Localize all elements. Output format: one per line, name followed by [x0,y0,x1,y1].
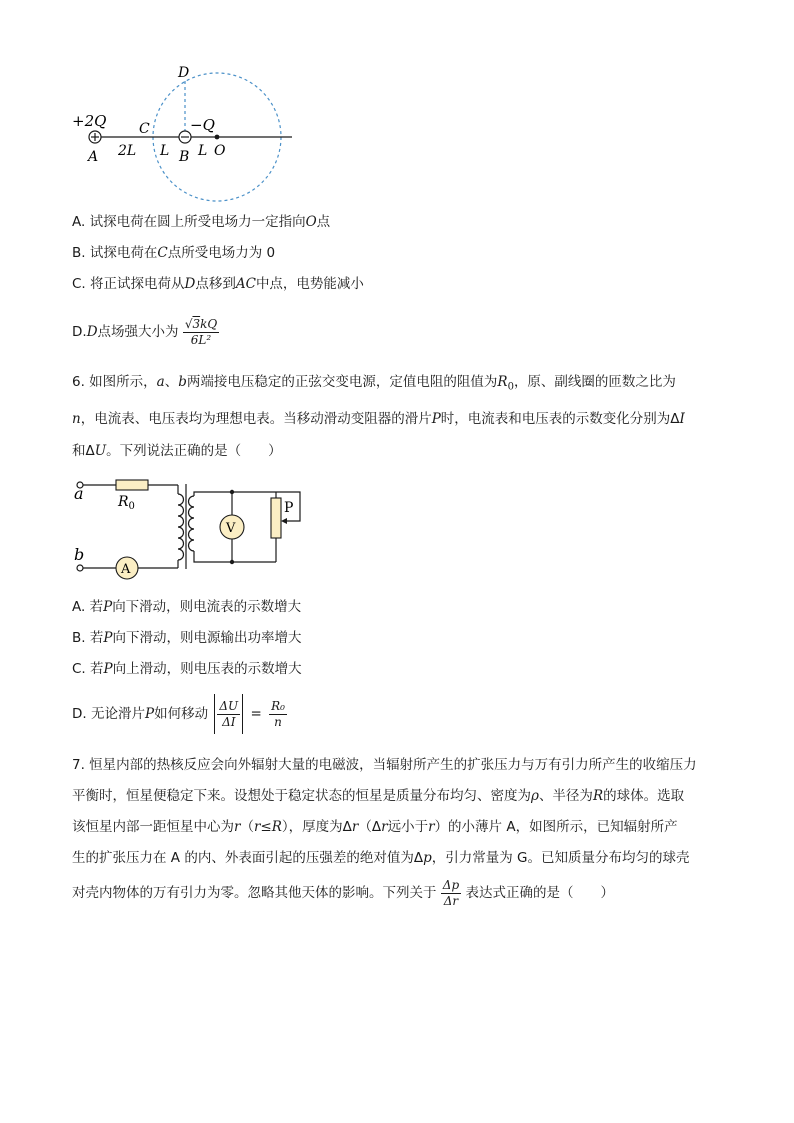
label-voltmeter: V [226,521,236,536]
point-O [215,135,220,140]
figure-charges-circle [64,60,304,210]
label-R0: $R_0$ [118,494,135,512]
rheostat [271,498,281,538]
q5-option-a: A. 试探电荷在圆上所受电场力一定指向O点 [72,214,331,230]
fraction-sqrt3kQ-over-6L2: $\frac{√3kQ}{\text{6L²}}$ [184,316,218,347]
secondary-coil [189,496,195,551]
q6-stem-line2: n，电流表、电压表均为理想电表。当移动滑动变阻器的滑片P时，电流表和电压表的示数变化分别为ΔI [72,411,685,427]
q6-option-c: C. 若P向上滑动，则电压表的示数增大 [72,661,302,677]
q6-stem-line3: 和ΔU。下列说法正确的是（ ） [72,443,282,459]
q7-stem-line4: 生的扩张压力在 A 的内、外表面引起的压强差的绝对值为Δp，引力常量为 G。已知质量分布均匀的球壳 [72,850,690,866]
q7-stem-line2: 平衡时，恒星便稳定下来。设想处于稳定状态的恒星是质量分布均匀、密度为ρ、半径为R的球体。选取 [72,788,685,804]
abs-fraction: $\frac{\Delta U}{\Delta I}$ [214,694,243,734]
label-B: B [179,149,190,165]
charge-B-label: −Q [190,116,215,134]
q7-stem-line5: 对壳内物体的万有引力为零。忽略其他天体的影响。下列关于 $\frac{\Delta p}{\Delta r}$ 表达式正确的是（ ） [72,877,614,908]
label-ammeter: A [121,562,131,577]
label-b: b [74,545,85,564]
resistor-R0 [116,480,148,490]
primary-coil [178,494,184,560]
charge-A-label: +2Q [72,112,107,130]
q5-option-d: D.D点场强大小为 $\frac{√3kQ}{\text{6L²}}$ [72,316,218,347]
terminal-b [77,565,83,571]
fraction-dp-over-dr: $\frac{\Delta p}{\Delta r}$ [442,877,460,908]
label-a: a [74,484,84,503]
q6-option-d: D. 无论滑片P如何移动 $\frac{\Delta U}{\Delta I}$ = $\frac{\text{R₀}}{n}$ [72,694,287,734]
figure-transformer-circuit [70,472,330,584]
label-A: A [88,149,99,165]
q5-option-b: B. 试探电荷在C点所受电场力为 0 [72,245,276,261]
label-P: P [284,500,294,516]
q6-option-b: B. 若P向下滑动，则电源输出功率增大 [72,630,302,646]
q7-stem-line3: 该恒星内部一距恒星中心为r（r≤R），厚度为Δr（Δr远小于r）的小薄片 A，如图所示，已知辐射所产 [72,819,678,835]
dist-AC: 2L [118,143,137,159]
q5-option-c: C. 将正试探电荷从D点移到AC中点，电势能减小 [72,276,364,292]
slider-arrow [281,518,287,524]
q7-stem-line1: 7. 恒星内部的热核反应会向外辐射大量的电磁波，当辐射所产生的扩张压力与万有引力所产生的收缩压力 [72,757,697,773]
label-O: O [214,143,226,159]
dist-BO: L [198,143,208,159]
q6-stem-line1: 6. 如图所示，a、b两端接电压稳定的正弦交变电源，定值电阻的阻值为$R_0$，原、副线圈的匝数之比为 [72,374,676,393]
dist-CB: L [160,143,170,159]
label-D: D [178,65,190,81]
label-C: C [139,121,150,137]
q6-option-a: A. 若P向下滑动，则电流表的示数增大 [72,599,302,615]
fraction-R0-over-n: $\frac{\text{R₀}}{n}$ [271,698,285,729]
